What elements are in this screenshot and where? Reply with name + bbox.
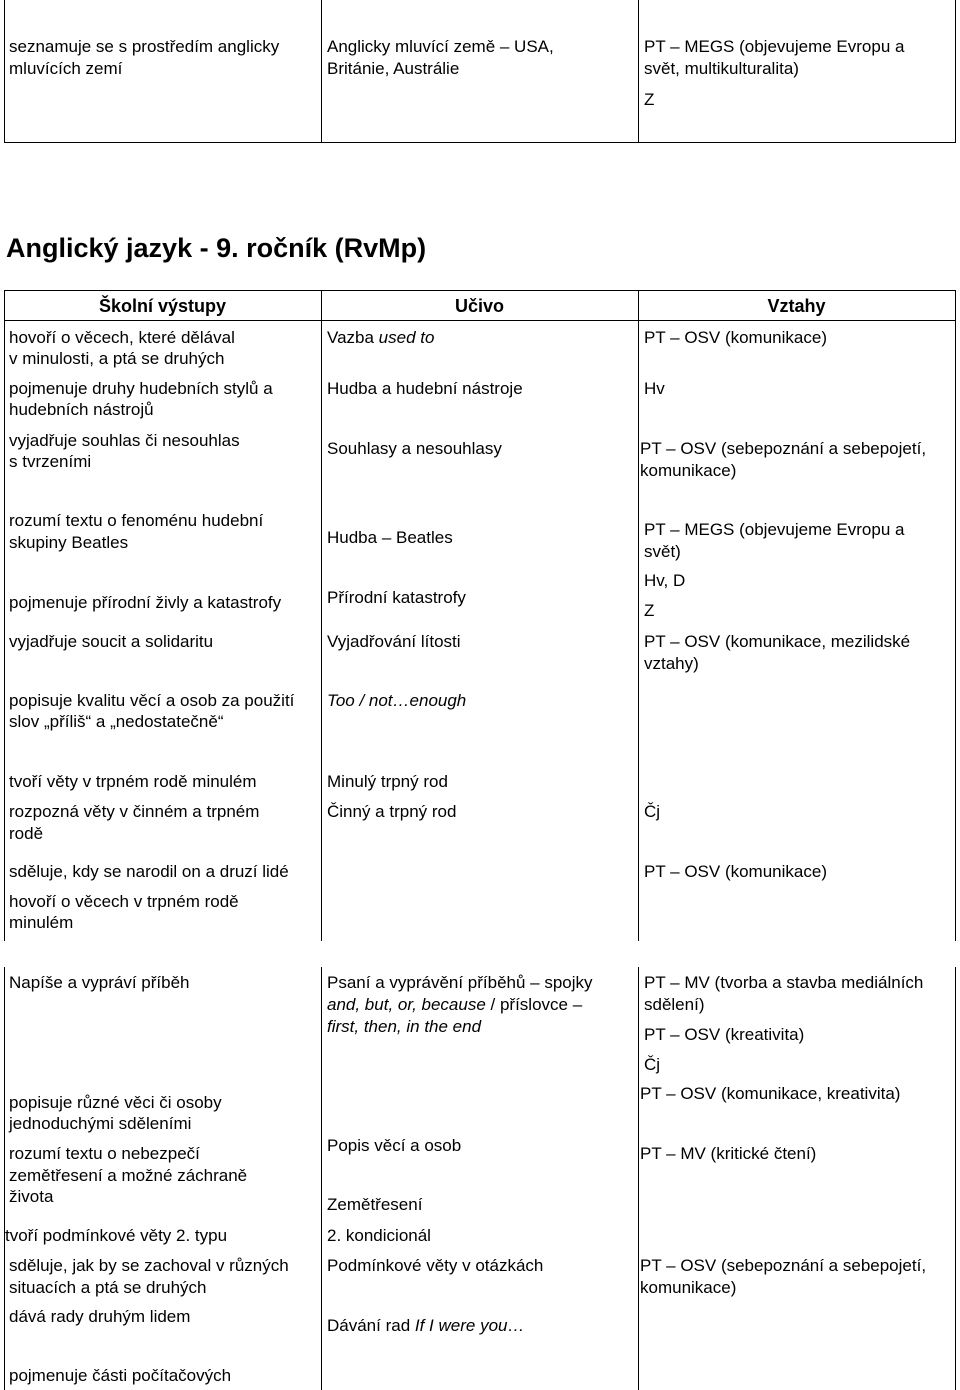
- top-relations-line-2: svět, multikulturalita): [644, 59, 799, 78]
- relations-text: PT – MV (kritické čtení): [640, 1144, 817, 1163]
- relations-text: PT – OSV (komunikace, mezilidské: [644, 632, 911, 651]
- output-text: sděluje, jak by se zachoval v různých: [9, 1256, 289, 1275]
- relations-text: PT – OSV (komunikace): [644, 862, 827, 881]
- output-text: vyjadřuje souhlas či nesouhlas: [9, 431, 240, 450]
- output-text: pojmenuje druhy hudebních stylů a: [9, 379, 273, 398]
- curriculum-text: Popis věcí a osob: [327, 1136, 462, 1155]
- curriculum-text: Podmínkové věty v otázkách: [327, 1256, 544, 1275]
- curriculum-text: Souhlasy a nesouhlasy: [327, 439, 502, 458]
- relations-text: PT – OSV (sebepoznání a sebepojetí,: [640, 1256, 927, 1275]
- header-relations: Vztahy: [767, 296, 826, 316]
- curriculum-text: first, then, in the end: [327, 1017, 482, 1036]
- curriculum-text: Vazba used to: [327, 328, 435, 347]
- relations-text: svět): [644, 542, 681, 561]
- curriculum-text: Hudba – Beatles: [327, 528, 453, 547]
- curriculum-text: Psaní a vyprávění příběhů – spojky: [327, 973, 593, 992]
- section-heading: Anglický jazyk - 9. ročník (RvMp): [6, 233, 427, 263]
- output-text: pojmenuje části počítačových: [9, 1366, 232, 1385]
- output-text: pojmenuje přírodní živly a katastrofy: [9, 593, 282, 612]
- relations-text: Z: [644, 601, 655, 620]
- curriculum-text: and, but, or, because / příslovce –: [327, 995, 583, 1014]
- relations-text: vztahy): [644, 654, 699, 673]
- output-text: rodě: [9, 824, 44, 843]
- relations-text: PT – OSV (kreativita): [644, 1025, 805, 1044]
- relations-text: PT – OSV (komunikace, kreativita): [640, 1084, 901, 1103]
- relations-text: PT – OSV (komunikace): [644, 328, 827, 347]
- output-text: slov „příliš“ a „nedostatečně“: [9, 712, 224, 731]
- output-text: skupiny Beatles: [9, 533, 129, 552]
- curriculum-text: 2. kondicionál: [327, 1226, 431, 1245]
- relations-text: Hv, D: [644, 571, 686, 590]
- relations-text: Hv: [644, 379, 665, 398]
- output-text: popisuje kvalitu věcí a osob za použití: [9, 691, 295, 710]
- curriculum-text: Činný a trpný rod: [327, 802, 457, 821]
- output-text: hovoří o věcech, které dělával: [9, 328, 235, 347]
- output-text: Napíše a vypráví příběh: [9, 973, 190, 992]
- output-text: popisuje různé věci či osoby: [9, 1093, 222, 1112]
- relations-text: Čj: [644, 802, 661, 821]
- output-text: sděluje, kdy se narodil on a druzí lidé: [9, 862, 289, 881]
- output-text: rozpozná věty v činném a trpném: [9, 802, 260, 821]
- output-text: jednoduchými sděleními: [9, 1114, 192, 1133]
- output-text: v minulosti, a ptá se druhých: [9, 349, 225, 368]
- top-output-line-1: seznamuje se s prostředím anglicky: [9, 37, 280, 56]
- header-outputs: Školní výstupy: [98, 296, 227, 316]
- output-text: dává rady druhým lidem: [9, 1307, 191, 1326]
- header-curriculum: Učivo: [454, 296, 505, 316]
- output-text: života: [9, 1187, 54, 1206]
- curriculum-text: Too / not…enough: [327, 691, 467, 710]
- output-text: tvoří podmínkové věty 2. typu: [5, 1226, 228, 1245]
- output-text: rozumí textu o fenoménu hudební: [9, 511, 264, 530]
- relations-text: Čj: [644, 1055, 661, 1074]
- relations-text: PT – MEGS (objevujeme Evropu a: [644, 520, 905, 539]
- relations-text: PT – MV (tvorba a stavba mediálních: [644, 973, 924, 992]
- relations-text: komunikace): [640, 461, 737, 480]
- output-text: hudebních nástrojů: [9, 400, 154, 419]
- curriculum-text: Dávání rad If I were you…: [327, 1316, 525, 1335]
- curriculum-text: Přírodní katastrofy: [327, 588, 466, 607]
- top-relations-line-1: PT – MEGS (objevujeme Evropu a: [644, 37, 905, 56]
- top-curriculum-line-2: Británie, Austrálie: [327, 59, 460, 78]
- relations-text: PT – OSV (sebepoznání a sebepojetí,: [640, 439, 927, 458]
- output-text: hovoří o věcech v trpném rodě: [9, 892, 239, 911]
- curriculum-text: Vyjadřování lítosti: [327, 632, 461, 651]
- output-text: minulém: [9, 913, 74, 932]
- top-relations-line-3: Z: [644, 90, 655, 109]
- output-text: zemětřesení a možné záchraně: [9, 1166, 248, 1185]
- curriculum-text: Zemětřesení: [327, 1195, 423, 1214]
- top-output-line-2: mluvících zemí: [9, 59, 123, 78]
- output-text: vyjadřuje soucit a solidaritu: [9, 632, 214, 651]
- output-text: situacích a ptá se druhých: [9, 1278, 207, 1297]
- relations-text: sdělení): [644, 995, 705, 1014]
- top-curriculum-line-1: Anglicky mluvící země – USA,: [327, 37, 554, 56]
- output-text: s tvrzeními: [9, 452, 92, 471]
- output-text: tvoří věty v trpném rodě minulém: [9, 772, 257, 791]
- curriculum-text: Minulý trpný rod: [327, 772, 448, 791]
- relations-text: komunikace): [640, 1278, 737, 1297]
- curriculum-text: Hudba a hudební nástroje: [327, 379, 523, 398]
- output-text: rozumí textu o nebezpečí: [9, 1144, 200, 1163]
